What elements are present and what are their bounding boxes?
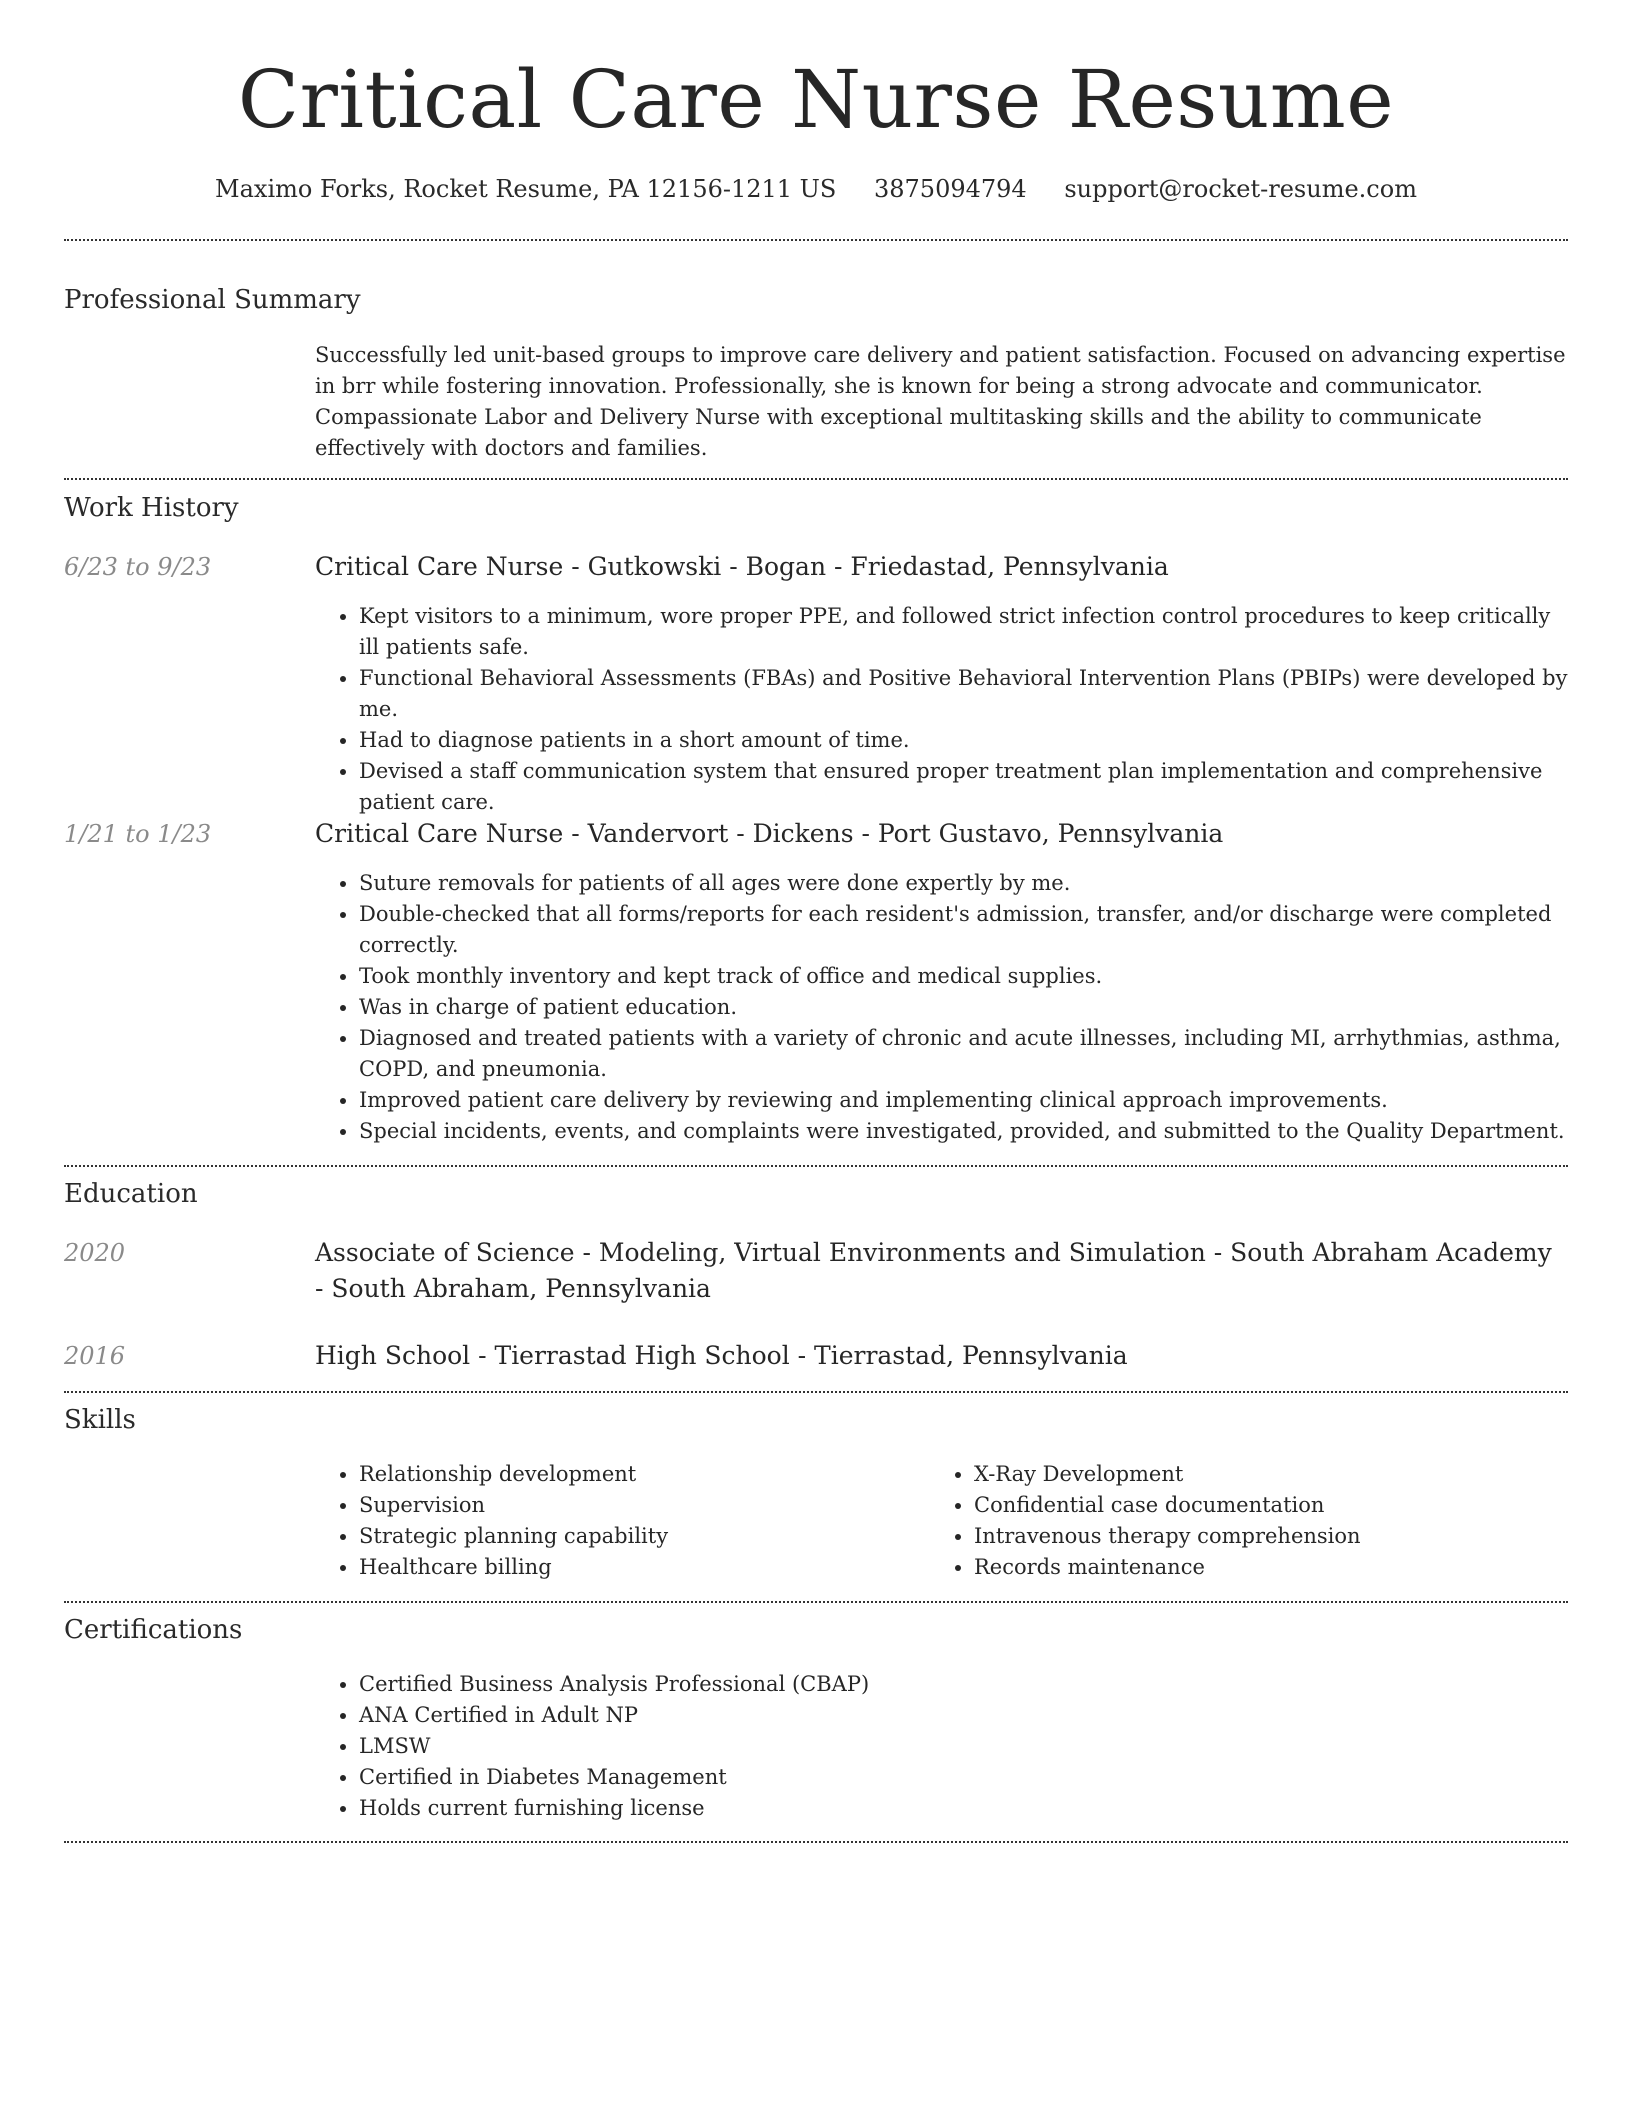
job-bullet: • Took monthly inventory and kept track of office and medical supplies. [359,961,1568,992]
certification-item: • LMSW [359,1731,1568,1762]
education-title: High School - Tierrastad High School - Tierrastad, Pennsylvania [315,1341,1128,1370]
job-bullets [315,868,1568,1147]
education-year: 2016 [64,1342,126,1370]
divider [64,478,1568,480]
skill-item: • Intravenous therapy comprehension [974,1521,1568,1552]
job-bullet: • Kept visitors to a minimum, wore proper PPE, and followed strict infection control procedures to keep critically ill patients safe. [359,601,1568,663]
job-bullet: • Suture removals for patients of all ages were done expertly by me. [359,868,1568,899]
divider [64,1841,1568,1843]
job-bullet: • Was in charge of patient education. [359,992,1568,1023]
job-bullet: • Improved patient care delivery by reviewing and implementing clinical approach improvements. [359,1085,1568,1116]
contact-address: Maximo Forks, Rocket Resume, PA 12156-1211 US [215,175,837,203]
summary-text: Successfully led unit-based groups to improve care delivery and patient satisfaction. Focused on advancing expertise in brr while fostering innovation. Professionally, she is known for being a strong advocate and communicator. Compassionate Labor and Delivery Nurse with exceptional multitasking skills and the ability to communicate effectively with doctors and families. [315,343,1566,460]
certifications-list [315,1669,1568,1824]
section-heading-work-history: Work History [64,493,239,523]
job-bullet: • Special incidents, events, and complaints were investigated, provided, and submitted to the Quality Department. [359,1116,1568,1147]
job-dates: 1/21 to 1/23 [64,820,212,848]
job-bullet: • Diagnosed and treated patients with a variety of chronic and acute illnesses, including MI, arrhythmias, asthma, COPD, and pneumonia. [359,1023,1568,1085]
divider [64,1165,1568,1167]
section-heading-certifications: Certifications [64,1615,243,1645]
job-bullets [315,601,1568,818]
contact-phone[interactable]: 3875094794 [873,175,1027,203]
job-bullet: • Functional Behavioral Assessments (FBAs) and Positive Behavioral Intervention Plans (PBIPs) were developed by me. [359,663,1568,725]
job-dates: 6/23 to 9/23 [64,553,212,581]
skill-item: • Records maintenance [974,1552,1568,1583]
certification-item: • ANA Certified in Adult NP [359,1700,1568,1731]
contact-email[interactable]: support@rocket-resume.com [1064,175,1417,203]
skill-item: • Supervision [359,1490,929,1521]
divider [64,1391,1568,1393]
skill-item: • Strategic planning capability [359,1521,929,1552]
job-title: Critical Care Nurse - Vandervort - Dickens - Port Gustavo, Pennsylvania [315,819,1224,848]
education-year: 2020 [64,1239,126,1267]
divider [64,1601,1568,1603]
divider [64,239,1568,241]
job-bullet: • Double-checked that all forms/reports for each resident's admission, transfer, and/or discharge were completed correctly. [359,899,1568,961]
education-title: Associate of Science - Modeling, Virtual Environments and Simulation - South Abraham Academy - South Abraham, Pennsylvania [315,1238,1552,1303]
job-bullet: • Had to diagnose patients in a short amount of time. [359,725,1568,756]
section-heading-summary: Professional Summary [64,285,361,315]
contact-line [0,172,1632,206]
skills-list-left [315,1459,929,1583]
job-title: Critical Care Nurse - Gutkowski - Bogan - Friedastad, Pennsylvania [315,552,1169,581]
resume-title: Critical Care Nurse Resume [237,53,1395,146]
job-bullet: • Devised a staff communication system that ensured proper treatment plan implementation and comprehensive patient care. [359,756,1568,818]
skill-item: • Healthcare billing [359,1552,929,1583]
section-heading-skills: Skills [64,1405,136,1435]
certification-item: • Certified Business Analysis Professional (CBAP) [359,1669,1568,1700]
skills-list-right [930,1459,1568,1583]
certification-item: • Certified in Diabetes Management [359,1762,1568,1793]
skill-item: • Confidential case documentation [974,1490,1568,1521]
section-heading-education: Education [64,1179,198,1209]
skill-item: • Relationship development [359,1459,929,1490]
skill-item: • X-Ray Development [974,1459,1568,1490]
certification-item: • Holds current furnishing license [359,1793,1568,1824]
